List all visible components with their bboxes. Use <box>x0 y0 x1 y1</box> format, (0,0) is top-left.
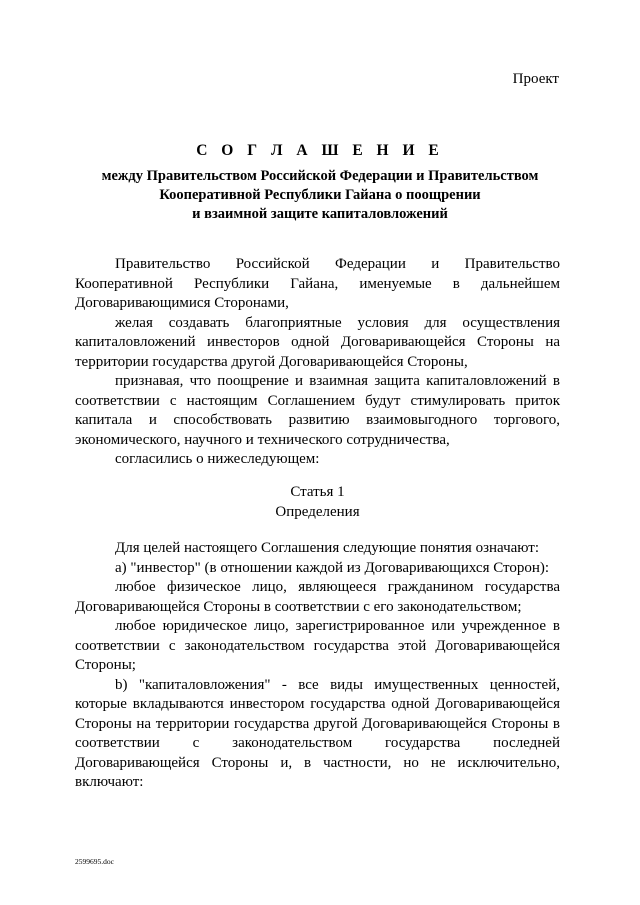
article-heading <box>75 483 560 522</box>
definitions-paragraph: Для целей настоящего Соглашения следующие понятия означают: <box>115 540 540 556</box>
draft-stamp: Проект <box>512 71 559 87</box>
definitions-paragraph: a) "инвестор" (в отношении каждой из Договаривающихся Сторон): <box>115 559 550 576</box>
preamble <box>75 255 560 470</box>
definitions <box>75 539 560 793</box>
document-subtitle <box>75 167 565 224</box>
subtitle-line: и взаимной защите капиталовложений <box>192 206 448 222</box>
preamble-paragraph: Правительство Российской Федерации и Правительство Кооперативной Республики Гайана, именуемые в дальнейшем Договаривающимися Сторонами, <box>75 256 560 311</box>
document-title: С О Г Л А Ш Е Н И Е <box>196 142 444 159</box>
subtitle-line: Кооперативной Республики Гайана о поощрении <box>159 187 481 203</box>
article-name: Определения <box>275 503 360 520</box>
file-name-footer: 2599695.doc <box>75 857 114 866</box>
preamble-paragraph: признавая, что поощрение и взаимная защита капиталовложений в соответствии с настоящим Соглашением будут стимулировать приток капитала и способствовать развитию взаимовыгодного торгового, экономического, научного и технического сотрудничества, <box>75 373 560 448</box>
preamble-paragraph: согласились о нижеследующем: <box>115 451 320 467</box>
subtitle-line: между Правительством Российской Федерации и Правительством <box>101 168 539 184</box>
preamble-paragraph: желая создавать благоприятные условия для осуществления капиталовложений инвесторов одной Договаривающейся Стороны на территории государства другой Договаривающейся Стороны, <box>75 314 560 370</box>
definitions-paragraph: любое физическое лицо, являющееся гражданином государства Договаривающейся Стороны в соответствии с его законодательством; <box>75 579 560 615</box>
definitions-paragraph: b) "капиталовложения" - все виды имущественных ценностей, которые вкладываются инвестором государства одной Договаривающейся Стороны на территории государства другой Договаривающейся Стороны в соответствии с законодательством государства последней Договаривающейся Стороны и, в частности, но не исключительно, включают: <box>75 676 560 790</box>
definitions-paragraph: любое юридическое лицо, зарегистрированное или учрежденное в соответствии с законодательством государства этой Договаривающейся Стороны; <box>75 618 560 673</box>
article-number: Статья 1 <box>290 484 345 500</box>
